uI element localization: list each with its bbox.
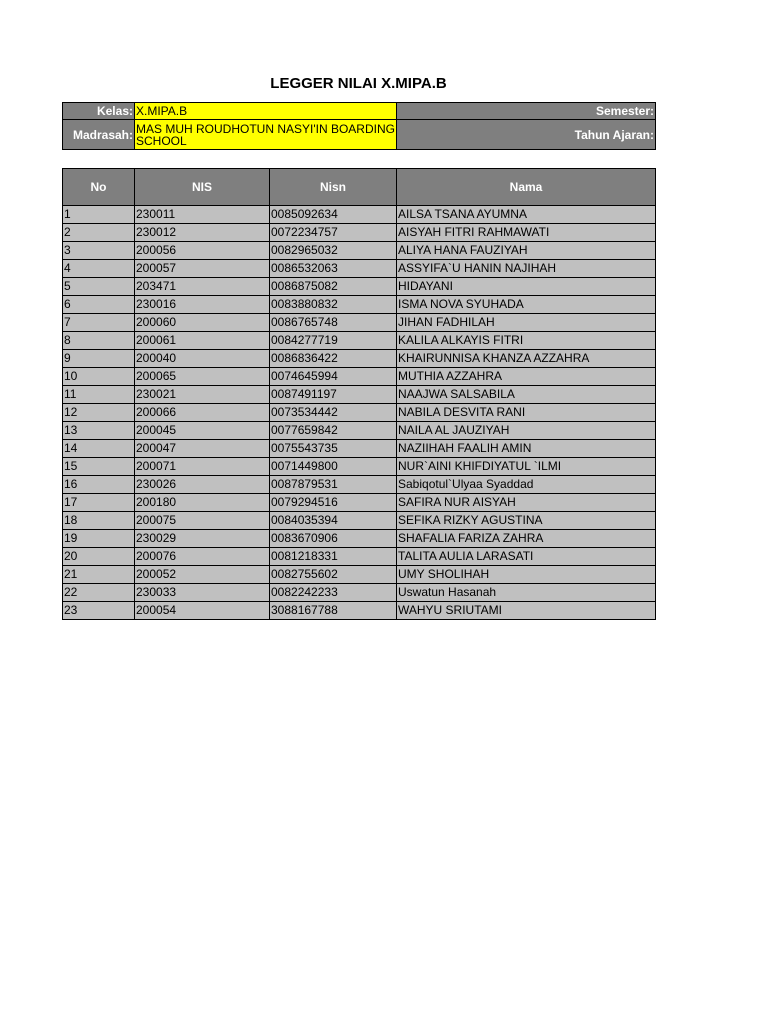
cell-nama[interactable]: SAFIRA NUR AISYAH	[397, 494, 656, 512]
cell-nisn[interactable]: 0083880832	[270, 296, 397, 314]
cell-nis[interactable]: 230029	[135, 530, 270, 548]
table-row	[63, 224, 656, 242]
cell-nisn[interactable]: 0086836422	[270, 350, 397, 368]
cell-no[interactable]: 12	[63, 404, 135, 422]
table-row	[63, 512, 656, 530]
cell-nis[interactable]: 230011	[135, 206, 270, 224]
cell-nisn[interactable]: 0084277719	[270, 332, 397, 350]
cell-nama[interactable]: ALIYA HANA FAUZIYAH	[397, 242, 656, 260]
table-row	[63, 332, 656, 350]
table-row	[63, 260, 656, 278]
table-row	[63, 404, 656, 422]
cell-nis[interactable]: 200047	[135, 440, 270, 458]
cell-nis[interactable]: 230026	[135, 476, 270, 494]
cell-nama[interactable]: SHAFALIA FARIZA ZAHRA	[397, 530, 656, 548]
cell-nama[interactable]: ASSYIFA`U HANIN NAJIHAH	[397, 260, 656, 278]
cell-no[interactable]: 14	[63, 440, 135, 458]
cell-nisn[interactable]: 0082242233	[270, 584, 397, 602]
cell-no[interactable]: 20	[63, 548, 135, 566]
table-row	[63, 296, 656, 314]
semester-label: Semester:	[397, 103, 656, 120]
cell-nis[interactable]: 200052	[135, 566, 270, 584]
cell-nis[interactable]: 200076	[135, 548, 270, 566]
student-table	[62, 168, 656, 620]
cell-nisn[interactable]: 0082965032	[270, 242, 397, 260]
cell-nisn[interactable]: 0072234757	[270, 224, 397, 242]
table-row	[63, 602, 656, 620]
cell-no[interactable]: 15	[63, 458, 135, 476]
cell-nama[interactable]: SEFIKA RIZKY AGUSTINA	[397, 512, 656, 530]
table-row	[63, 350, 656, 368]
page-title: LEGGER NILAI X.MIPA.B	[270, 75, 447, 92]
cell-nis[interactable]: 200075	[135, 512, 270, 530]
table-row	[63, 440, 656, 458]
cell-no[interactable]: 6	[63, 296, 135, 314]
cell-nisn[interactable]: 0084035394	[270, 512, 397, 530]
cell-nisn[interactable]: 0079294516	[270, 494, 397, 512]
cell-nisn[interactable]: 0077659842	[270, 422, 397, 440]
cell-nama[interactable]: Sabiqotul`Ulyaa Syaddad	[397, 476, 656, 494]
cell-nisn[interactable]: 0083670906	[270, 530, 397, 548]
cell-nama[interactable]: AILSA TSANA AYUMNA	[397, 206, 656, 224]
cell-nis[interactable]: 200060	[135, 314, 270, 332]
cell-no[interactable]: 5	[63, 278, 135, 296]
cell-no[interactable]: 1	[63, 206, 135, 224]
info-block	[62, 102, 656, 150]
cell-nis[interactable]: 200045	[135, 422, 270, 440]
cell-nisn[interactable]: 0086765748	[270, 314, 397, 332]
table-row	[63, 422, 656, 440]
cell-nis[interactable]: 200040	[135, 350, 270, 368]
cell-nis[interactable]: 230033	[135, 584, 270, 602]
cell-no[interactable]: 19	[63, 530, 135, 548]
cell-no[interactable]: 13	[63, 422, 135, 440]
cell-nisn[interactable]: 0082755602	[270, 566, 397, 584]
cell-no[interactable]: 8	[63, 332, 135, 350]
kelas-label: Kelas:	[63, 103, 135, 120]
madrasah-label: Madrasah:	[63, 120, 135, 150]
table-row	[63, 548, 656, 566]
table-row	[63, 206, 656, 224]
cell-no[interactable]: 21	[63, 566, 135, 584]
cell-nis[interactable]: 200066	[135, 404, 270, 422]
cell-nama[interactable]: Uswatun Hasanah	[397, 584, 656, 602]
cell-nama[interactable]: NAZIIHAH FAALIH AMIN	[397, 440, 656, 458]
madrasah-value[interactable]: MAS MUH ROUDHOTUN NASYI'IN BOARDING SCHOOL	[136, 121, 395, 148]
cell-nis[interactable]: 230021	[135, 386, 270, 404]
cell-no[interactable]: 2	[63, 224, 135, 242]
cell-no[interactable]: 23	[63, 602, 135, 620]
cell-no[interactable]: 11	[63, 386, 135, 404]
cell-nis[interactable]: 200054	[135, 602, 270, 620]
cell-no[interactable]: 16	[63, 476, 135, 494]
cell-nisn[interactable]: 0071449800	[270, 458, 397, 476]
cell-no[interactable]: 17	[63, 494, 135, 512]
cell-nisn[interactable]: 0075543735	[270, 440, 397, 458]
cell-no[interactable]: 10	[63, 368, 135, 386]
cell-nis[interactable]: 203471	[135, 278, 270, 296]
cell-nis[interactable]: 200065	[135, 368, 270, 386]
cell-nis[interactable]: 200056	[135, 242, 270, 260]
cell-nisn[interactable]: 0086532063	[270, 260, 397, 278]
cell-nis[interactable]: 200057	[135, 260, 270, 278]
cell-nama[interactable]: NAILA AL JAUZIYAH	[397, 422, 656, 440]
cell-no[interactable]: 4	[63, 260, 135, 278]
cell-nis[interactable]: 230016	[135, 296, 270, 314]
cell-no[interactable]: 7	[63, 314, 135, 332]
table-body	[63, 206, 656, 620]
cell-nis[interactable]: 200180	[135, 494, 270, 512]
table-row	[63, 494, 656, 512]
cell-nama[interactable]: MUTHIA AZZAHRA	[397, 368, 656, 386]
cell-nisn[interactable]: 0074645994	[270, 368, 397, 386]
header-no: No	[63, 169, 135, 206]
header-nama: Nama	[397, 169, 656, 206]
cell-nisn[interactable]: 3088167788	[270, 602, 397, 620]
table-row	[63, 242, 656, 260]
cell-no[interactable]: 9	[63, 350, 135, 368]
table-row	[63, 530, 656, 548]
cell-nama[interactable]: KALILA ALKAYIS FITRI	[397, 332, 656, 350]
cell-nama[interactable]: NABILA DESVITA RANI	[397, 404, 656, 422]
table-row	[63, 278, 656, 296]
cell-nis[interactable]: 200061	[135, 332, 270, 350]
kelas-value[interactable]: X.MIPA.B	[135, 103, 397, 120]
table-row	[63, 368, 656, 386]
cell-nis[interactable]: 230012	[135, 224, 270, 242]
cell-nama[interactable]: NUR`AINI KHIFDIYATUL `ILMI	[397, 458, 656, 476]
table-row	[63, 566, 656, 584]
cell-no[interactable]: 22	[63, 584, 135, 602]
cell-nama[interactable]: WAHYU SRIUTAMI	[397, 602, 656, 620]
table-row	[63, 386, 656, 404]
tahun-ajaran-label: Tahun Ajaran:	[397, 120, 656, 150]
cell-nisn[interactable]: 0087879531	[270, 476, 397, 494]
cell-no[interactable]: 18	[63, 512, 135, 530]
cell-nama[interactable]: JIHAN FADHILAH	[397, 314, 656, 332]
cell-nisn[interactable]: 0085092634	[270, 206, 397, 224]
table-row	[63, 584, 656, 602]
cell-nama[interactable]: ISMA NOVA SYUHADA	[397, 296, 656, 314]
table-row	[63, 314, 656, 332]
cell-nama[interactable]: KHAIRUNNISA KHANZA AZZAHRA	[397, 350, 656, 368]
cell-nis[interactable]: 200071	[135, 458, 270, 476]
header-nis: NIS	[135, 169, 270, 206]
table-row	[63, 458, 656, 476]
cell-nisn[interactable]: 0081218331	[270, 548, 397, 566]
table-row	[63, 476, 656, 494]
cell-no[interactable]: 3	[63, 242, 135, 260]
cell-nama[interactable]: NAAJWA SALSABILA	[397, 386, 656, 404]
header-nisn: Nisn	[270, 169, 397, 206]
cell-nama[interactable]: AISYAH FITRI RAHMAWATI	[397, 224, 656, 242]
cell-nama[interactable]: UMY SHOLIHAH	[397, 566, 656, 584]
cell-nisn[interactable]: 0086875082	[270, 278, 397, 296]
cell-nisn[interactable]: 0087491197	[270, 386, 397, 404]
cell-nama[interactable]: TALITA AULIA LARASATI	[397, 548, 656, 566]
cell-nisn[interactable]: 0073534442	[270, 404, 397, 422]
cell-nama[interactable]: HIDAYANI	[397, 278, 656, 296]
